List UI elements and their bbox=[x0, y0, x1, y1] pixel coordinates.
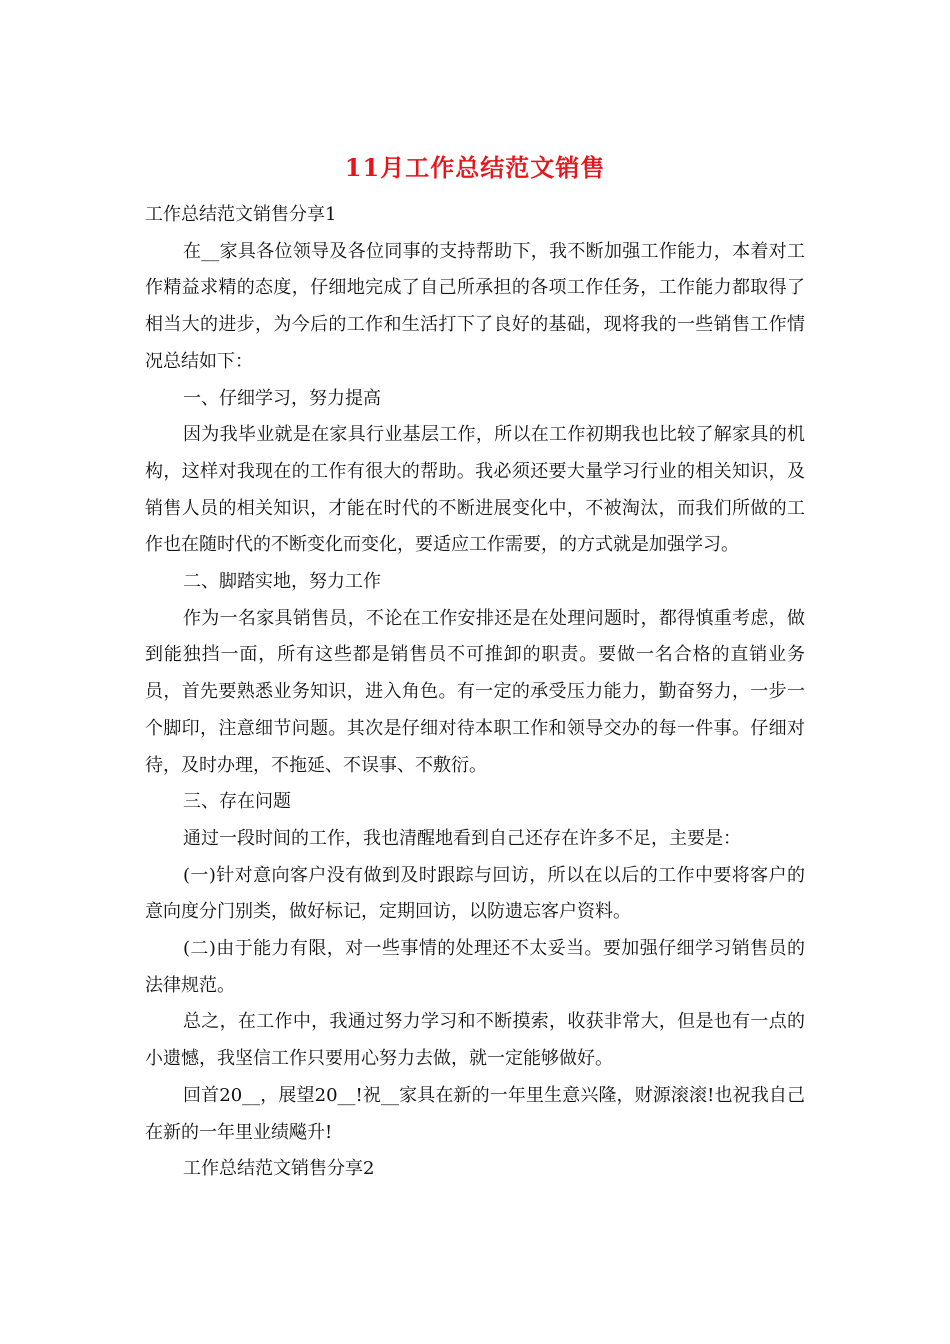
paragraph: 作为一名家具销售员，不论在工作安排还是在处理问题时，都得慎重考虑，做到能独挡一面，所有这些都是销售员不可推卸的职责。要做一名合格的直销业务员，首先要熟悉业务知识，进入角色。有一定的承受压力能力，勤奋努力，一步一个脚印，注意细节问题。其次是仔细对待本职工作和领导交办的每一件事。仔细对待，及时办理，不拖延、不误事、不敷衍。 bbox=[145, 607, 805, 776]
subheading: 三、存在问题 bbox=[183, 791, 291, 813]
document-title: 11月工作总结范文销售 bbox=[344, 153, 606, 182]
subheading: 二、脚踏实地，努力工作 bbox=[183, 571, 381, 593]
paragraph: (二)由于能力有限，对一些事情的处理还不太妥当。要加强仔细学习销售员的法律规范。 bbox=[145, 938, 805, 996]
document-body bbox=[145, 197, 805, 1188]
section-heading: 工作总结范文销售分享2 bbox=[183, 1158, 375, 1180]
paragraph: 总之，在工作中，我通过努力学习和不断摸索，收获非常大，但是也有一点的小遗憾，我坚信工作只要用心努力去做，就一定能够做好。 bbox=[145, 1011, 805, 1070]
paragraph: 因为我毕业就是在家具行业基层工作，所以在工作初期我也比较了解家具的机构，这样对我现在的工作有很大的帮助。我必须还要大量学习行业的相关知识，及销售人员的相关知识，才能在时代的不断进展变化中，不被淘汰，而我们所做的工作也在随时代的不断变化而变化，要适应工作需要，的方式就是加强学习。 bbox=[145, 424, 805, 556]
paragraph: 通过一段时间的工作，我也清醒地看到自己还存在许多不足，主要是： bbox=[183, 827, 741, 849]
subheading: 一、仔细学习，努力提高 bbox=[183, 387, 381, 409]
paragraph: (一)针对意向客户没有做到及时跟踪与回访，所以在以后的工作中要将客户的意向度分门别类，做好标记，定期回访，以防遗忘客户资料。 bbox=[145, 864, 805, 923]
section-heading: 工作总结范文销售分享1 bbox=[145, 204, 337, 225]
paragraph: 回首20__，展望20__!祝__家具在新的一年里生意兴隆，财源滚滚!也祝我自己在新的一年里业绩飚升! bbox=[145, 1084, 805, 1143]
paragraph: 在__家具各位领导及各位同事的支持帮助下，我不断加强工作能力，本着对工作精益求精的态度，仔细地完成了自己所承担的各项工作任务，工作能力都取得了相当大的进步，为今后的工作和生活打下了良好的基础，现将我的一些销售工作情况总结如下： bbox=[145, 240, 805, 372]
